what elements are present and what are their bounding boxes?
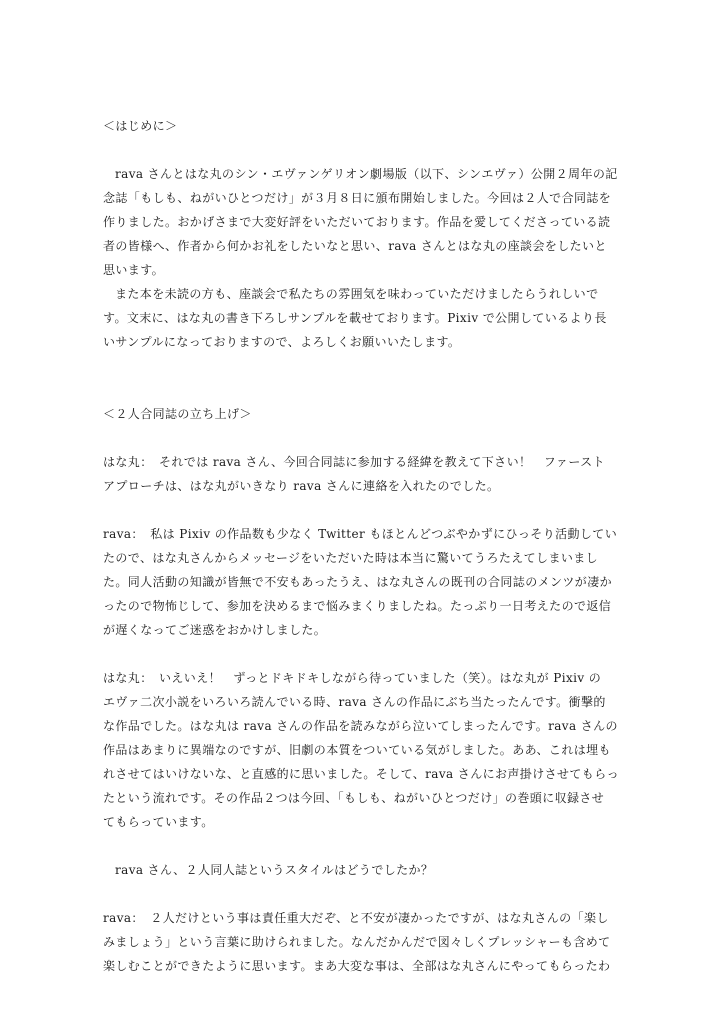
intro-line: す。文末に、はな丸の書き下ろしサンプルを載せております。Pixiv で公開しているより長 [103,311,607,325]
interviewer-question: rava さん、２人同人誌というスタイルはどうでしたか？ [115,863,434,877]
dialogue-line: たという流れです。その作品２つは今回、「もしも、ねがいひとつだけ」の巻頭に収録させ [103,791,605,805]
dialogue-line: rava： 私は Pixiv の作品数も少なく Twitter もほとんどつぶやかずにひっそり活動してい [103,527,618,541]
dialogue-line: 楽しむことができたように思います。まあ大変な事は、全部はな丸さんにやってもらったわ [103,959,611,973]
section-heading-launch: ＜２人合同誌の立ち上げ＞ [103,407,252,421]
intro-line: いサンプルになっておりますので、よろしくお願いいたします。 [103,335,461,349]
dialogue-line: てもらっています。 [103,815,214,829]
dialogue-line: はな丸： それでは rava さん、今回合同誌に参加する経緯を教えて下さい！ ファースト [103,455,605,469]
dialogue-line: はな丸： いえいえ！ ずっとドキドキしながら待っていました（笑）。はな丸が Pixiv の [103,671,602,685]
dialogue-line: たので、はな丸さんからメッセージをいただいた時は本当に驚いてうろたえてしまいまし [103,551,599,565]
intro-line: 者の皆様へ、作者から何かお礼をしたいなと思い、rava さんとはな丸の座談会をしたいと [103,239,607,253]
intro-line: 作りました。おかげさまで大変好評をいただいております。作品を愛してくださっている読 [103,215,611,229]
dialogue-line: れさせてはいけないな、と直感的に思いました。そして、rava さんにお声掛けさせてもらっ [103,767,620,781]
dialogue-line: ったので物怖じして、参加を決めるまで悩みまくりましたね。たっぷり一日考えたので返信 [103,599,612,613]
document-page [103,114,625,978]
dialogue-line: が遅くなってご迷惑をおかけしました。 [103,623,327,637]
intro-line: 思います。 [103,263,165,277]
intro-line: rava さんとはな丸のシン・エヴァンゲリオン劇場版（以下、シンエヴァ）公開２周年の記 [115,167,618,181]
dialogue-line: rava： ２人だけという事は責任重大だぞ、と不安が凄かったですが、はな丸さんの「楽し [103,911,609,925]
dialogue-line: アプローチは、はな丸がいきなり rava さんに連絡を入れたのでした。 [103,479,500,493]
intro-line: また本を未読の方も、座談会で私たちの雰囲気を味わっていただけましたらうれしいで [115,287,599,301]
dialogue-line: みましょう」という言葉に助けられました。なんだかんだで図々しくプレッシャーも含めて [103,935,611,949]
dialogue-line: た。同人活動の知識が皆無で不安もあったうえ、はな丸さんの既刊の合同誌のメンツが凄か [103,575,613,589]
dialogue-line: な作品でした。はな丸は rava さんの作品を読みながら泣いてしまったんです。rava さんの [103,719,618,733]
section-heading-intro: ＜はじめに＞ [103,119,178,133]
dialogue-line: エヴァ二次小説をいろいろ読んでいる時、rava さんの作品にぶち当たったんです。衝撃的 [103,695,606,709]
dialogue-line: 作品はあまりに異端なのですが、旧劇の本質をついている気がしました。ああ、これは埋も [103,743,611,757]
intro-line: 念誌「もしも、ねがいひとつだけ」が３月８日に頒布開始しました。今回は２人で合同誌を [103,191,612,205]
